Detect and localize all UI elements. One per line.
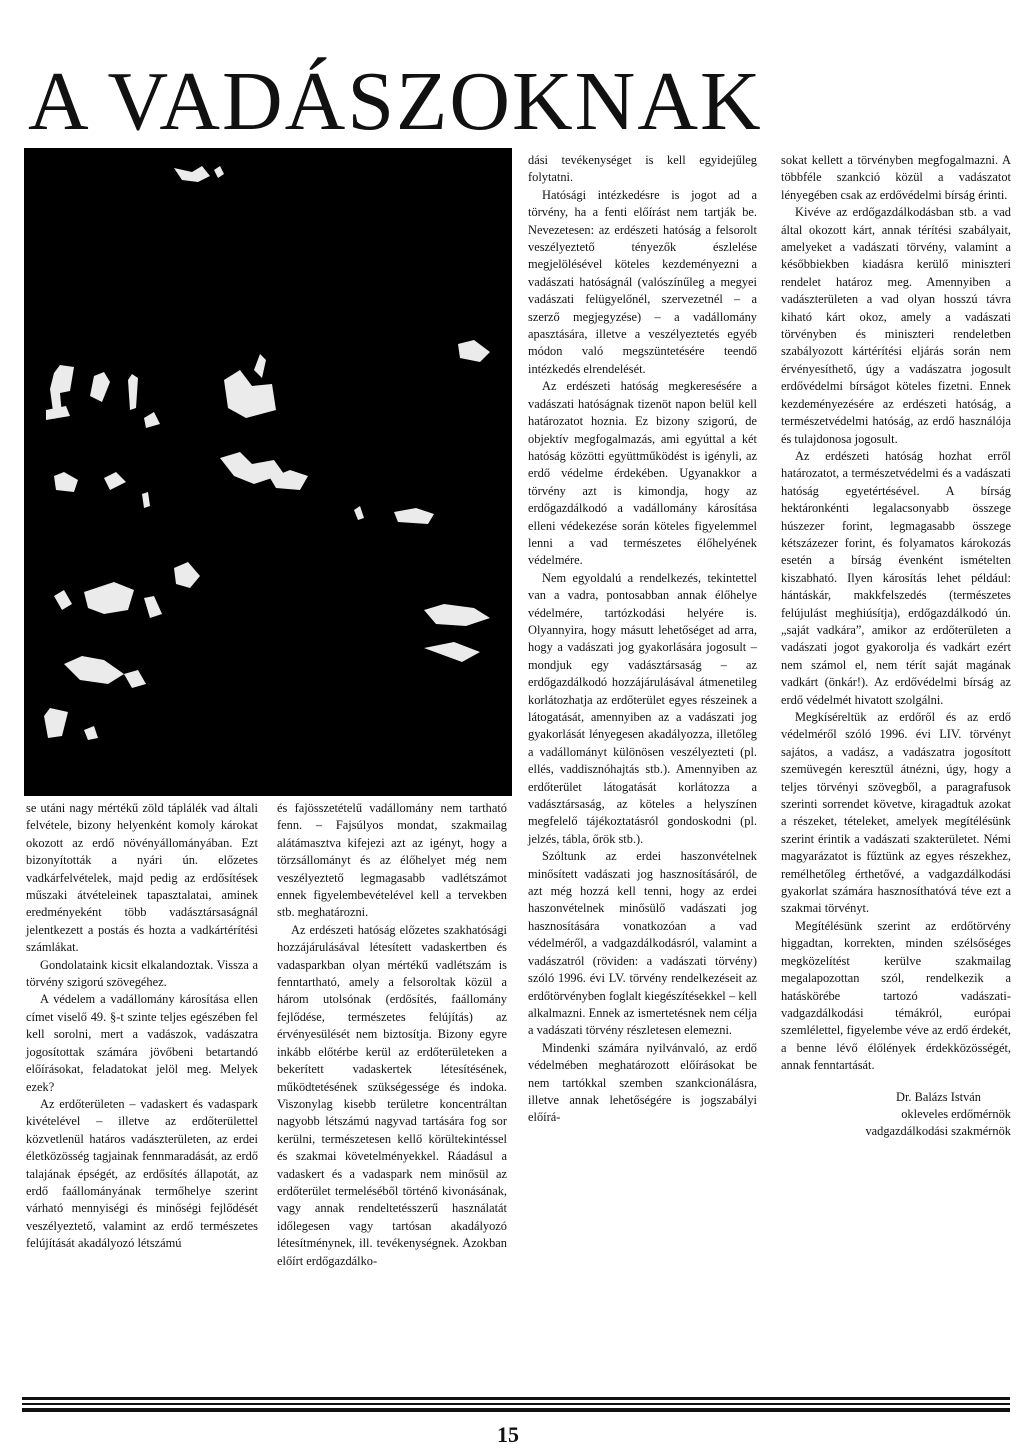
bottom-rule xyxy=(22,1397,1010,1400)
text-column-2 xyxy=(277,800,507,1270)
paragraph: se utáni nagy mértékű zöld táplálék vad általi felvétele, bizony helyenként komoly károkat okozott az erdő növényállományában. Ezt bizonyították a nyári ún. előzetes vadkárfelvételek, majd pedig az erdősítések műszaki átvételeinek tapasztalatai, aminek eredményeként több vadásztársaságnál jelentkezett a postás és hozta a vadkártérítési számlákat. xyxy=(26,801,258,955)
paragraph: Szóltunk az erdei haszonvételnek minősített vadászati jog hasznosításáról, de azt még hozzá kell tenni, hogy az erdei haszonvételnek minősülő vadászati jog hasznosítására vonatkozóan a vad védelméről, a vadgazdálkodásról, valamint a vadászatról (röviden: a vadászati törvény) szóló 1996. évi LV. törvény rendelkezéseit az erdőtörvényben foglalt kiegészítésekkel – kell alkalmazni. Ennek az ismertetésnek nem célja a vadászati törvény részletesen elemezni. xyxy=(528,849,757,1038)
author-title: vadgazdálkodási szakmérnök xyxy=(865,1124,1011,1139)
text-column-4 xyxy=(781,152,1011,1141)
author-signature xyxy=(781,1089,1011,1141)
photo-image xyxy=(24,148,512,796)
paragraph: Az erdészeti hatóság előzetes szakhatósági hozzájárulásával létesített vadaskertben és vadasparkban olyan mértékű vadlétszám is fenntartható, amely a felsoroltak közül a három utolsónak (erdősítés, faállomány fejlődése, természetes felújítás) az érvényesülését nem biztosítja. Bizony egyre inkább előtérbe kerül az erdőterületeken a bekerített vadaskertek létesítésének, működtetésének szükségessége és indoka. Viszonylag kisebb területre koncentráltan nagyobb létszámú nagyvad tartására fog sor kerülni, természetesen kellő körültekintéssel és szakmai követelményekkel. Ráadásul a vadaskert és a vadaspark nem minősül az erdőterület termeléséből történő kivonásának, vagy annak rendeltetésszerű használatát időlegesen vagy tartósan akadályozó létesítménynek, ill. tevékenységnek. Azokban előírt erdőgazdálko- xyxy=(277,922,507,1268)
text-column-3 xyxy=(528,152,757,1127)
text-column-1 xyxy=(26,800,258,1253)
paragraph: Mindenki számára nyilvánvaló, az erdő védelmében meghatározott előírásokat be nem tartókkal szemben szankcionálásra, illetve annak lehetőségére is jogszabályi előírá- xyxy=(528,1040,757,1125)
paragraph: Az erdészeti hatóság megkeresésére a vadászati hatóságnak tizenöt napon belül kell határozatot hoznia. Ez bizony szigorú, de objektív megfogalmazás, ami egyúttal a két hatóság közötti együttműködést is igényli, az erdő védelme érdekében. Ugyanakkor a törvény azt is kimondja, hogy az erdőgazdálkodó a vadállomány károsítása elleni védekezése során köteles figyelemmel lenni a vad természetes élőhelyének védelmére. xyxy=(528,379,757,568)
forest-deer-photo xyxy=(24,148,512,796)
paragraph: Nem egyoldalú a rendelkezés, tekintettel van a vadra, pontosabban annak élőhelye védelmére, tartózkodási helyére is. Olyannyira, hogy másutt lehetőséget ad arra, hogy a vadászati jog gyakorlására jogosult – mondjuk egy vadásztársaság – az erdőgazdálkodó hozzájárulásával átmenetileg korlátozhatja az erdőterület egyes részeinek a látogatását, amennyiben az a vadászati jog gyakorlását lényegesen akadályozza, illetőleg a vadállományt különösen veszélyezteti (pl. ellés, vaddisznóhajtás stb.). Amennyiben az erdőterület látogatását korlátozza a vadásztársaság, az köteles a helyszínen megfelelő tájékoztatásról gondoskodni (pl. jelzés, tábla, őrök stb.). xyxy=(528,570,757,846)
paragraph: Az erdészeti hatóság hozhat erről határozatot, a természetvédelmi és a vadászati hatóság egyetértésével. A bírság hektáronkénti legalacsonyabb összege húszezer forint, legmagasabb összege kétszázezer forint, és folyamatos károkozás esetén a bírság évenként ismételten kiszabható. Ilyen károsítás lehet például: hántáskár, makkfelszedés (természetes felújulást meghiúsítja), erdőgazdálkodó ún. „saját vadkára”, amikor az erdőterületen a vadászati jogot gyakorolja és vadkárt ezért nem számol el, nem térít saját magának vadkárt (önkár!). Az erdővédelmi bírság az erdő védelmét hivatott szolgálni. xyxy=(781,448,1011,707)
author-name: Dr. Balázs István xyxy=(896,1089,981,1104)
paragraph: Megkíséreltük az erdőről és az erdő védelméről szóló 1996. évi LIV. törvényt sajátos, a vadász, a vadászatra jogosított szemüvegén keresztül átnézni, úgy, hogy a teljes törvényi szövegből, a paragrafusok szerinti sorrendet követve, kiragadtuk azokat a részeket, tételeket, amelyek megítélésünk szerint érintik a vadászati szakterületet. Némi magyarázatot is fűztünk az egyes részekhez, remélhetőleg érthetővé, a vadgazdálkodási gyakorlat számára hasznosíthatóvá téve ezt a szakmai törvényt. xyxy=(781,710,1011,916)
paragraph: Gondolataink kicsit elkalandoztak. Vissza a törvény szigorú szövegéhez. xyxy=(26,957,258,990)
paragraph: Az erdőterületen – vadaskert és vadaspark kivételével – illetve az erdőterülettel közvetlenül határos vadászterületen, az erdei életközösség tagjainak fennmaradását, az erdő talajának épségét, az erdősítés állapotát, az erdő faállományának termőhelye szerint várható mennyiségi és minőségi fejlődését veszélyeztető, valamint az erdő természetes felújítását akadályozó létszámú xyxy=(26,1096,258,1251)
paragraph: A védelem a vadállomány károsítása ellen címet viselő 49. §-t szinte teljes egészében fel kell sorolni, mert a vadászok, vadászatra jogosítottak számára jövőbeni betartandó előírásokat, feladatokat jelöl meg. Melyek ezek? xyxy=(26,992,258,1094)
bottom-rule xyxy=(22,1403,1010,1405)
paragraph: sokat kellett a törvényben megfogalmazni. A többféle szankció közül a vadászatot lényegében csak az erdővédelmi bírság érinti. xyxy=(781,153,1011,202)
author-title: okleveles erdőmérnök xyxy=(901,1106,1011,1121)
paragraph: és fajösszetételű vadállomány nem tartható fenn. – Fajsúlyos mondat, szakmailag alátámasztva kifejezi azt az igényt, hogy a törzsállományt és az élőhelyet még nem veszélyeztető legmagasabb vadlétszámot ennek figyelembevételével kell a tervekben stb. meghatározni. xyxy=(277,801,507,920)
paragraph: dási tevékenységet is kell egyidejűleg folytatni. xyxy=(528,153,757,185)
bottom-rule xyxy=(22,1408,1010,1412)
article-title: A VADÁSZOKNAK xyxy=(28,55,763,148)
page-number: 15 xyxy=(497,1422,519,1447)
paragraph: Kivéve az erdőgazdálkodásban stb. a vad által okozott kárt, annak térítési szabályait, amelyeket a vadászati törvény, valamint a későbbiekben kiadásra kerülő miniszteri rendelet határoz meg. Amennyiben a vadászterületen a vad olyan hosszú távra kiható kárt okoz, amely a vadászati törvényben és miniszteri rendeletben szabályozott kártérítési eljárás során nem érvényesíthető, úgy a vadászatra jogosult erdővédelmi bírságot köteles fizetni. Ennek kezdeményezésére az erdészeti hatóság, a természetvédelmi hatóság, az erdő használója és tulajdonosa jogosult. xyxy=(781,205,1011,446)
paragraph: Hatósági intézkedésre is jogot ad a törvény, ha a fenti előírást nem tartják be. Nevezetesen: az erdészeti hatóság a felsorolt veszélyeztető tényezők észlelése megjelölésével köteles kezdeményezni a vadászati hatóságnál (valószínűleg a megyei vadászati felügyelőnél, szervezetnél – a szerző megjegyzése) – a vadállomány apasztására, illetve a veszélyeztetés egyéb módon való megszüntetésére teendő intézkedés elrendelését. xyxy=(528,187,757,376)
paragraph: Megítélésünk szerint az erdőtörvény higgadtan, korrekten, minden szélsőséges megközelítést kerülve szakmailag megalapozottan szól, rendelkezik a hatáskörébe tartozó vadászati-vadgazdálkodási témákról, európai szemlélettel, figyelembe véve az erdő érdekét, a benne lévő élőlények érdekközösségét, annak fenntartását. xyxy=(781,918,1011,1073)
